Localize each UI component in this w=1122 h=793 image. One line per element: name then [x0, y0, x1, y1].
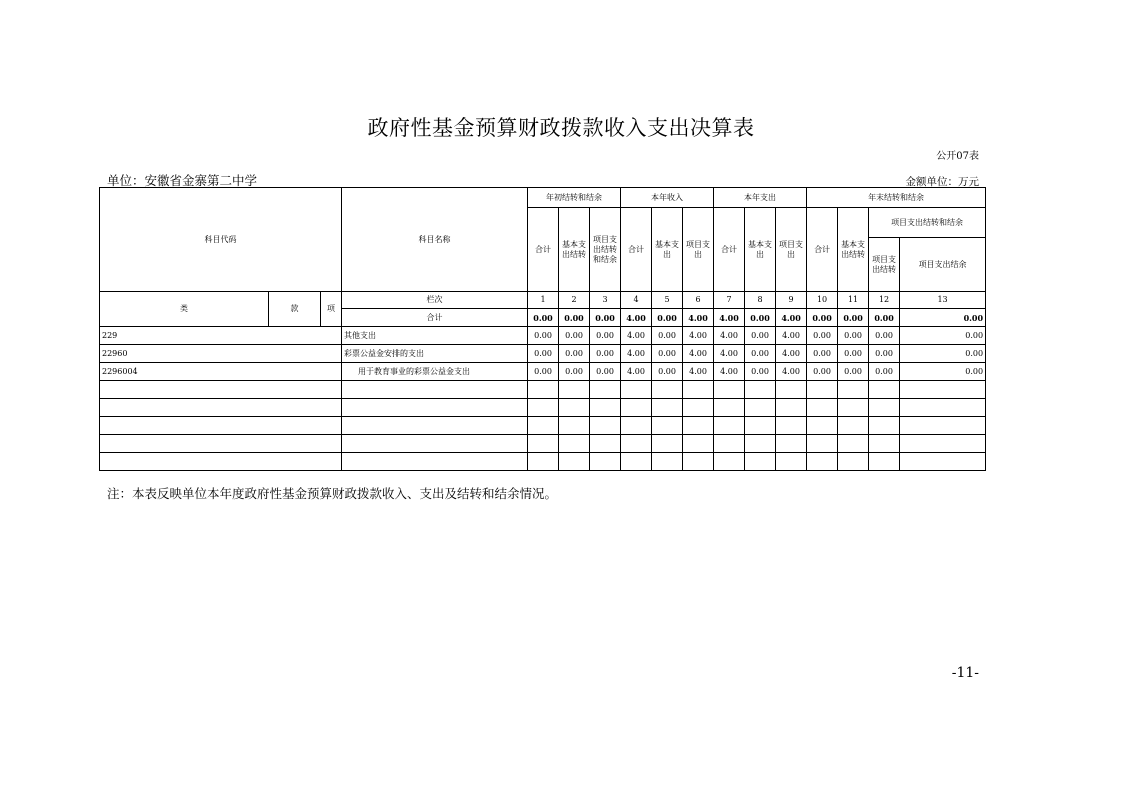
col-number: 2 — [559, 292, 590, 309]
header-kuan: 款 — [269, 292, 321, 327]
cell: 0.00 — [559, 345, 590, 363]
cell: 0.00 — [528, 309, 559, 327]
empty-row — [100, 435, 986, 453]
cell: 0.00 — [807, 345, 838, 363]
cell: 0.00 — [652, 345, 683, 363]
header-basic-exp: 基本支出 — [745, 208, 776, 292]
cell: 0.00 — [900, 363, 986, 381]
cell: 4.00 — [621, 309, 652, 327]
cell: 0.00 — [590, 363, 621, 381]
cell: 4.00 — [683, 309, 714, 327]
header-project-carry: 项目支出结转 — [869, 238, 900, 292]
row-code: 2296004 — [100, 363, 342, 381]
cell: 0.00 — [559, 327, 590, 345]
cell: 0.00 — [652, 363, 683, 381]
cell: 4.00 — [776, 345, 807, 363]
cell: 4.00 — [621, 363, 652, 381]
cell: 4.00 — [776, 309, 807, 327]
header-project-group: 项目支出结转和结余 — [869, 208, 986, 238]
col-number: 9 — [776, 292, 807, 309]
cell: 0.00 — [528, 345, 559, 363]
header-subject-name: 科目名称 — [342, 188, 528, 292]
cell: 0.00 — [807, 363, 838, 381]
cell: 4.00 — [714, 345, 745, 363]
cell: 0.00 — [745, 345, 776, 363]
col-number: 6 — [683, 292, 714, 309]
header-total: 合计 — [714, 208, 745, 292]
table-row — [100, 345, 986, 363]
cell: 4.00 — [714, 327, 745, 345]
row-name: 用于教育事业的彩票公益金支出 — [342, 363, 528, 381]
header-xiang: 项 — [321, 292, 342, 327]
header-expense-group: 本年支出 — [714, 188, 807, 208]
header-subject-code: 科目代码 — [100, 188, 342, 292]
header-total: 合计 — [528, 208, 559, 292]
empty-row — [100, 417, 986, 435]
cell: 0.00 — [559, 309, 590, 327]
budget-table — [99, 187, 986, 471]
amount-unit: 金额单位：万元 — [905, 176, 979, 188]
col-number: 7 — [714, 292, 745, 309]
col-number: 13 — [900, 292, 986, 309]
header-income-group: 本年收入 — [621, 188, 714, 208]
cell: 0.00 — [838, 327, 869, 345]
cell: 4.00 — [683, 345, 714, 363]
cell: 0.00 — [590, 309, 621, 327]
cell: 0.00 — [528, 363, 559, 381]
cell: 0.00 — [590, 345, 621, 363]
row-name: 彩票公益金安排的支出 — [342, 345, 528, 363]
cell: 0.00 — [745, 309, 776, 327]
header-project-carry-balance: 项目支出结转和结余 — [590, 208, 621, 292]
cell: 0.00 — [652, 327, 683, 345]
cell: 0.00 — [559, 363, 590, 381]
header-lanci: 栏次 — [342, 292, 528, 309]
cell: 0.00 — [869, 363, 900, 381]
header-basic-carry: 基本支出结转 — [559, 208, 590, 292]
col-number: 4 — [621, 292, 652, 309]
cell: 4.00 — [683, 327, 714, 345]
col-number: 1 — [528, 292, 559, 309]
header-basic-carry: 基本支出结转 — [838, 208, 869, 292]
empty-row — [100, 399, 986, 417]
cell: 0.00 — [745, 363, 776, 381]
empty-row — [100, 453, 986, 471]
header-basic-exp: 基本支出 — [652, 208, 683, 292]
header-project-balance: 项目支出结余 — [900, 238, 986, 292]
cell: 0.00 — [652, 309, 683, 327]
header-total: 合计 — [807, 208, 838, 292]
header-end-group: 年末结转和结余 — [807, 188, 986, 208]
table-row — [100, 363, 986, 381]
cell: 4.00 — [776, 363, 807, 381]
header-lei: 类 — [100, 292, 269, 327]
col-number: 10 — [807, 292, 838, 309]
page-number: -11- — [951, 665, 979, 681]
cell: 4.00 — [683, 363, 714, 381]
cell: 0.00 — [869, 345, 900, 363]
cell: 0.00 — [869, 309, 900, 327]
row-code: 22960 — [100, 345, 342, 363]
col-number: 12 — [869, 292, 900, 309]
col-number: 5 — [652, 292, 683, 309]
cell: 0.00 — [590, 327, 621, 345]
cell: 0.00 — [900, 345, 986, 363]
row-name: 其他支出 — [342, 327, 528, 345]
cell: 0.00 — [838, 345, 869, 363]
footnote: 注：本表反映单位本年度政府性基金预算财政拨款收入、支出及结转和结余情况。 — [107, 486, 558, 501]
col-number: 8 — [745, 292, 776, 309]
header-project-exp: 项目支出 — [776, 208, 807, 292]
cell: 0.00 — [528, 327, 559, 345]
page-title: 政府性基金预算财政拨款收入支出决算表 — [367, 116, 755, 140]
form-number: 公开07表 — [936, 151, 979, 162]
cell: 0.00 — [807, 309, 838, 327]
cell: 0.00 — [900, 309, 986, 327]
cell: 4.00 — [714, 363, 745, 381]
cell: 4.00 — [621, 345, 652, 363]
cell: 0.00 — [838, 363, 869, 381]
cell: 0.00 — [900, 327, 986, 345]
cell: 0.00 — [745, 327, 776, 345]
header-begin-group: 年初结转和结余 — [528, 188, 621, 208]
cell: 0.00 — [807, 327, 838, 345]
cell: 0.00 — [838, 309, 869, 327]
cell: 4.00 — [776, 327, 807, 345]
row-code: 229 — [100, 327, 342, 345]
header-project-exp: 项目支出 — [683, 208, 714, 292]
cell: 0.00 — [869, 327, 900, 345]
cell: 4.00 — [621, 327, 652, 345]
reporting-unit: 单位：安徽省金寨第二中学 — [107, 173, 258, 188]
col-number: 11 — [838, 292, 869, 309]
total-label: 合计 — [342, 309, 528, 327]
cell: 4.00 — [714, 309, 745, 327]
col-number: 3 — [590, 292, 621, 309]
header-total: 合计 — [621, 208, 652, 292]
table-row — [100, 327, 986, 345]
empty-row — [100, 381, 986, 399]
